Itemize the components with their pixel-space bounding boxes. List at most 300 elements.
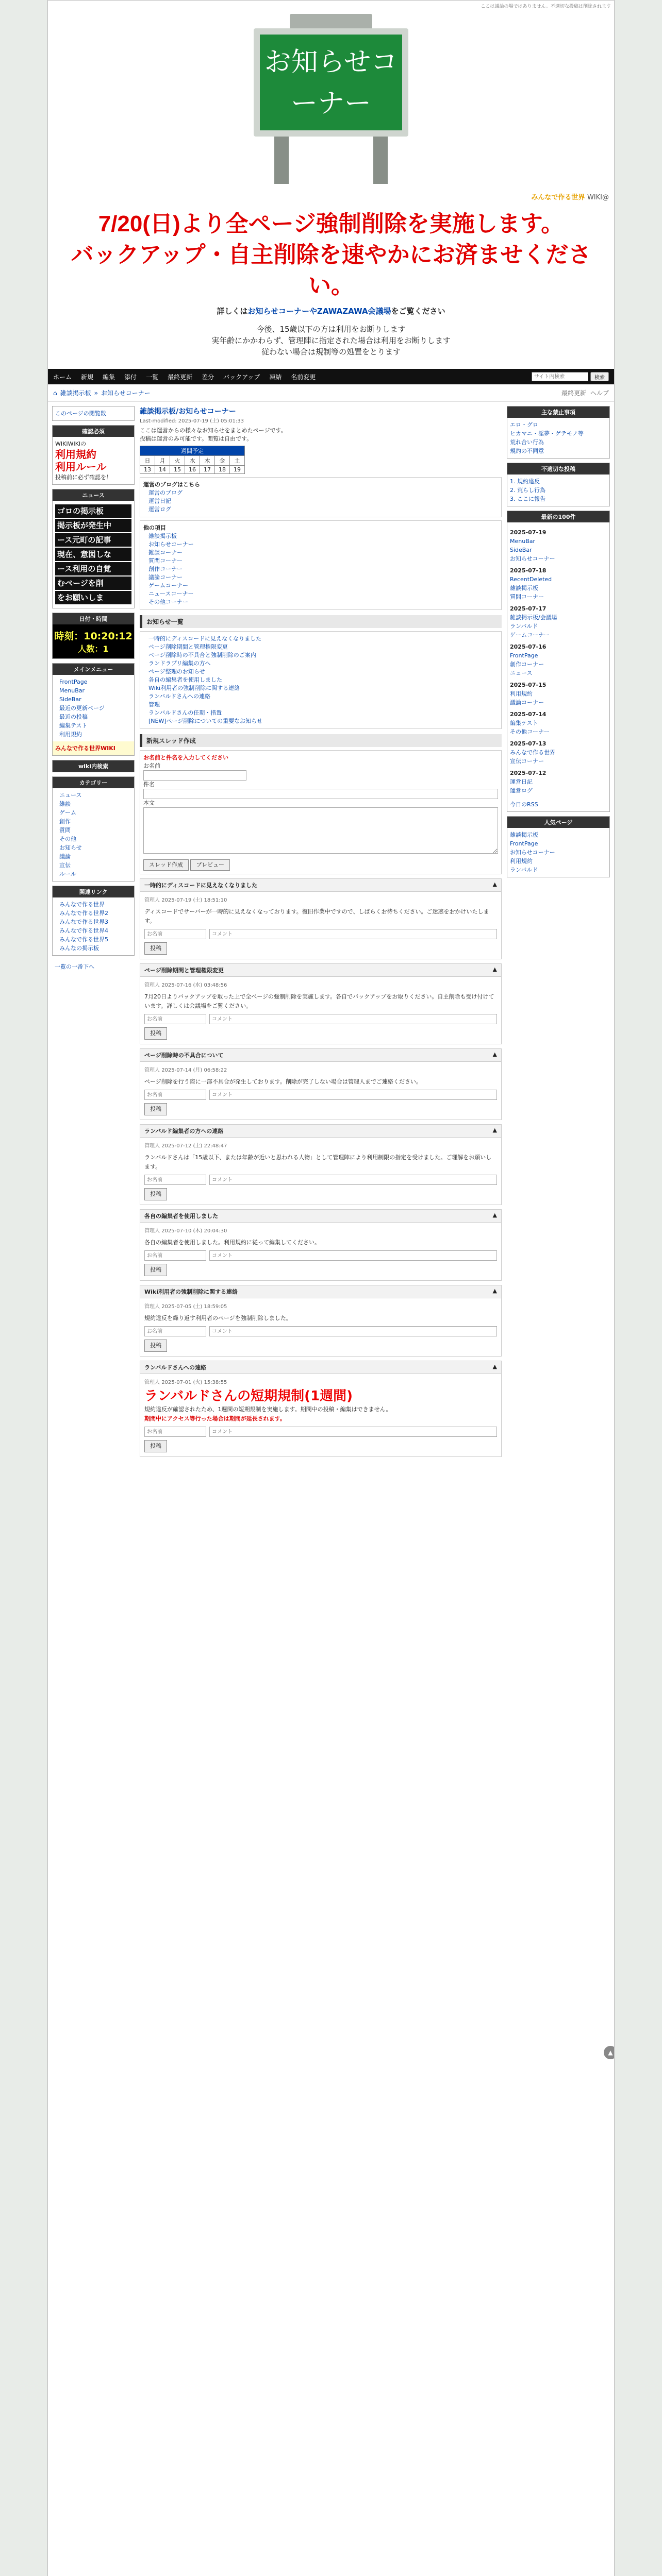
- post-meta: [144, 1227, 497, 1236]
- popular-item[interactable]: 雑談掲示板: [510, 832, 538, 838]
- recent-item[interactable]: SideBar: [510, 547, 532, 553]
- reply-name-input[interactable]: [144, 1326, 206, 1336]
- recent-item[interactable]: 利用規約: [510, 690, 533, 697]
- notice-post: [140, 1361, 502, 1457]
- recent-item[interactable]: みんなで作る世界: [510, 749, 555, 756]
- related-page-link[interactable]: ゲームコーナー: [148, 582, 188, 589]
- related-page-link[interactable]: お知らせコーナー: [148, 541, 194, 548]
- notice-link[interactable]: Wiki利用者の強制削除に関する連絡: [148, 685, 240, 691]
- collapse-icon[interactable]: ▲: [492, 1127, 497, 1133]
- post-title[interactable]: 各自の編集者を使用しました: [144, 1213, 218, 1219]
- new-thread-header: 新規スレッド作成: [140, 734, 502, 747]
- breadcrumb-home[interactable]: 雑談掲示板: [60, 389, 91, 397]
- main-content: [140, 406, 502, 1461]
- notices-list-header: お知らせ一覧: [140, 615, 502, 628]
- report-header: 不適切な投稿: [507, 463, 609, 474]
- reply-form: [144, 1427, 497, 1437]
- news-strip: むページを削: [55, 577, 131, 590]
- related-page-link[interactable]: 議論コーナー: [148, 574, 183, 581]
- banner-sub-link[interactable]: お知らせコーナーやZAWAZAWA会議場: [247, 307, 391, 316]
- scroll-top-button[interactable]: ▲: [604, 2046, 615, 2059]
- categories-header: カテゴリー: [53, 777, 134, 788]
- notice-link[interactable]: 管理: [148, 701, 160, 708]
- site-caption-main: みんなで作る世界: [531, 194, 585, 201]
- menu-attach[interactable]: 添付: [124, 373, 137, 381]
- menu-bar: [48, 369, 614, 384]
- post-text: 規約違反を繰り返す利用者のページを強制削除しました。: [144, 1315, 292, 1321]
- post-text: 各自の編集者を使用しました。利用規約に従って編集してください。: [144, 1239, 320, 1246]
- calendar-day: 土: [230, 456, 245, 466]
- news-box: [52, 489, 135, 608]
- reply-comment-input[interactable]: [209, 1326, 497, 1336]
- popular-header: 人気ページ: [507, 817, 609, 828]
- links-list: [53, 897, 134, 955]
- post-title[interactable]: ランバルド編集者の方への連絡: [144, 1128, 224, 1134]
- post-header: [140, 1361, 501, 1374]
- report-item[interactable]: 3. ここに報告: [510, 496, 545, 502]
- post-title[interactable]: ランバルドさんへの連絡: [144, 1364, 207, 1371]
- age-notice-line: 実年齢にかかわらず、管理陣に指定された場合は利用をお断りします: [211, 336, 451, 345]
- collapse-icon[interactable]: ▲: [492, 1363, 497, 1370]
- links-header: 関連リンク: [53, 886, 134, 897]
- menu-recent[interactable]: 最終更新: [168, 373, 193, 381]
- notice-link[interactable]: 一時的にディスコードに見えなくなりました: [148, 635, 262, 642]
- post-date: 2025-07-14 (月) 06:58:22: [161, 1067, 227, 1073]
- post-text: 7月20日よりバックアップを取った上で全ページの強制削除を実施します。各自でバックアップをお取りください。自主削除も受け付けています。詳しくは会議場をご覧ください。: [144, 993, 494, 1009]
- post-date: 2025-07-16 (水) 03:48:56: [161, 982, 227, 988]
- popular-list: [507, 828, 609, 877]
- main-menu-item[interactable]: 編集テスト: [59, 722, 88, 729]
- category-item[interactable]: ニュース: [59, 792, 82, 799]
- reply-name-input[interactable]: [144, 929, 206, 939]
- site-caption[interactable]: [531, 192, 609, 201]
- related-pages-header: 他の項目: [143, 524, 166, 531]
- reply-form: [144, 1014, 497, 1024]
- age-notice-line: 従わない場合は規制等の処置をとります: [261, 347, 401, 357]
- recent-item[interactable]: 雑談掲示板: [510, 585, 538, 591]
- news-strip: ース利用の自覚: [55, 562, 131, 575]
- clock-display: [53, 624, 134, 658]
- notice-post: [140, 1209, 502, 1281]
- news-body: [53, 501, 134, 608]
- recent-item[interactable]: 雑談掲示板/会議場: [510, 614, 557, 621]
- notice-post: [140, 963, 502, 1044]
- deletion-banner: [48, 207, 614, 363]
- collapse-icon[interactable]: ▲: [492, 1212, 497, 1218]
- notice-link[interactable]: ページ整理のお知らせ: [148, 668, 205, 675]
- hero: [48, 1, 614, 207]
- calendar-date[interactable]: 16: [185, 466, 200, 474]
- recent-date: 2025-07-19: [510, 529, 547, 536]
- reply-name-input[interactable]: [144, 1250, 206, 1261]
- reply-comment-input[interactable]: [209, 929, 497, 939]
- category-item[interactable]: 議論: [59, 853, 71, 860]
- post-meta: [144, 1302, 497, 1312]
- report-item[interactable]: 1. 規約違反: [510, 478, 540, 485]
- post-text: 規約違反が確認されたため、1週間の短期規制を実施します。期間中の投稿・編集はできません。: [144, 1406, 392, 1413]
- search-button[interactable]: 検索: [590, 372, 609, 381]
- search-input[interactable]: [532, 372, 588, 381]
- menu-freeze[interactable]: 凍結: [269, 373, 282, 381]
- recent-item[interactable]: 創作コーナー: [510, 661, 544, 668]
- weekly-calendar: [140, 446, 245, 474]
- post-header: [140, 1285, 501, 1298]
- recent-item[interactable]: 議論コーナー: [510, 699, 544, 706]
- related-link[interactable]: みんなで作る世界: [59, 901, 105, 908]
- collapse-icon[interactable]: ▲: [492, 1287, 497, 1294]
- recent-item[interactable]: 編集テスト: [510, 720, 538, 726]
- related-link[interactable]: みんなで作る世界4: [59, 927, 108, 934]
- main-menu-item[interactable]: MenuBar: [59, 687, 85, 694]
- reply-submit-button[interactable]: 投稿: [144, 1188, 167, 1200]
- notice-link[interactable]: ランドラプリ編集の方へ: [148, 660, 211, 667]
- banned-rule: ヒカマニ・淫夢・ゲテモノ等: [510, 430, 584, 437]
- post-author: 管理人: [144, 1067, 160, 1073]
- recent-item[interactable]: 運営日記: [510, 778, 533, 785]
- category-item[interactable]: 創作: [59, 818, 71, 825]
- content-columns: [48, 402, 614, 1465]
- blog-nav-item[interactable]: 運営のブログ: [148, 489, 183, 496]
- recent-date: 2025-07-14: [510, 711, 547, 718]
- post-header: [140, 1049, 501, 1062]
- recent-box: [507, 511, 610, 812]
- recent-item[interactable]: MenuBar: [510, 538, 536, 545]
- recent-item[interactable]: 質問コーナー: [510, 594, 544, 600]
- post-body: [140, 1374, 501, 1456]
- notice-link[interactable]: ページ削除時の不具合と強制削除のご案内: [148, 652, 256, 658]
- recent-list: [507, 522, 609, 798]
- collapse-icon[interactable]: ▲: [492, 966, 497, 973]
- related-link[interactable]: みんなで作る世界3: [59, 919, 108, 925]
- banned-rules-header: 主な禁止事項: [507, 406, 609, 418]
- required-note: 投稿前に必ず確認を！: [55, 474, 112, 481]
- form-name-label: お名前: [143, 762, 160, 769]
- ban-note: 期間中にアクセス等行った場合は期間が延長されます。: [144, 1415, 286, 1422]
- post-header: [140, 1125, 501, 1138]
- news-strip: 掲示板が発生中: [55, 519, 131, 532]
- terms-link[interactable]: 利用規約: [55, 448, 96, 461]
- post-header: [140, 879, 501, 892]
- banned-rule: 荒れ合い行為: [510, 439, 544, 446]
- related-link[interactable]: みんなで作る世界5: [59, 936, 108, 943]
- sign-leg-right: [373, 137, 388, 184]
- recent-item[interactable]: FrontPage: [510, 652, 538, 659]
- recent-item[interactable]: ニュース: [510, 670, 533, 676]
- breadcrumb-sep: »: [94, 389, 98, 397]
- sign-leg-left: [274, 137, 289, 184]
- calendar-date[interactable]: 15: [170, 466, 185, 474]
- post-title[interactable]: 一時的にディスコードに見えなくなりました: [144, 882, 258, 889]
- banner-sub-pre: 詳しくは: [217, 307, 248, 316]
- reply-form: [144, 1250, 497, 1261]
- post-meta: [144, 1378, 497, 1387]
- calendar-day: 月: [155, 456, 170, 466]
- age-notice-line: 今後、15歳以下の方は利用をお断りします: [256, 325, 406, 334]
- post-body: [140, 1298, 501, 1356]
- category-item[interactable]: ルール: [59, 871, 76, 877]
- calendar-day: 日: [140, 456, 155, 466]
- reply-name-input[interactable]: [144, 1427, 206, 1437]
- category-item[interactable]: 質問: [59, 827, 71, 834]
- notice-link[interactable]: 各自の編集者を使用しました: [148, 676, 222, 683]
- calendar-date[interactable]: 17: [200, 466, 215, 474]
- banned-rule: 規約の不同意: [510, 448, 544, 454]
- collapse-icon[interactable]: ▲: [492, 881, 497, 888]
- menu-home[interactable]: ホーム: [53, 373, 72, 381]
- post-meta: [144, 1142, 497, 1151]
- recent-date: 2025-07-12: [510, 770, 547, 776]
- recent-item[interactable]: 運営ログ: [510, 787, 533, 794]
- related-page-link[interactable]: 創作コーナー: [148, 566, 183, 572]
- sign-top: [290, 14, 372, 29]
- related-link[interactable]: みんなの掲示板: [59, 945, 99, 952]
- news-header: ニュース: [53, 489, 134, 501]
- reply-form: [144, 929, 497, 939]
- related-page-link[interactable]: その他コーナー: [148, 599, 188, 605]
- menu-diff[interactable]: 差分: [202, 373, 214, 381]
- calendar-date[interactable]: 18: [215, 466, 230, 474]
- required-body: [53, 437, 134, 484]
- recent-item[interactable]: ランバルド: [510, 623, 538, 630]
- post-meta: [144, 1066, 497, 1075]
- post-text: ディスコードでサーバーが一時的に見えなくなっております。復旧作業中ですので、しばらくお待ちください。ご迷惑をおかけいたします。: [144, 908, 489, 924]
- reply-submit-button[interactable]: 投稿: [144, 1027, 167, 1040]
- top-note: ここは議論の場ではありません。不適切な投稿は削除されます: [481, 4, 611, 9]
- recent-item[interactable]: その他コーナー: [510, 728, 550, 735]
- category-item[interactable]: お知らせ: [59, 844, 82, 851]
- reply-comment-input[interactable]: [209, 1014, 497, 1024]
- clock-box: [52, 613, 135, 659]
- create-thread-button[interactable]: スレッド作成: [143, 859, 189, 871]
- right-sidebar: [507, 406, 610, 1461]
- post-text: ランバルドさんは「15歳以下、または年齢が近いと思われる人物」として管理陣により利用制限の指定を受けました。ご理解をお願いします。: [144, 1154, 492, 1170]
- reply-submit-button[interactable]: 投稿: [144, 942, 167, 955]
- reply-submit-button[interactable]: 投稿: [144, 1440, 167, 1452]
- recent-item[interactable]: お知らせコーナー: [510, 555, 555, 562]
- main-menu-item[interactable]: 最近の更新ページ: [59, 705, 105, 711]
- popular-item[interactable]: 利用規約: [510, 858, 533, 865]
- category-item[interactable]: ゲーム: [59, 809, 76, 816]
- tool-help[interactable]: ヘルプ: [590, 389, 609, 397]
- notice-link[interactable]: ランバルドさんの任期・措置: [148, 709, 222, 716]
- calendar-day: 木: [200, 456, 215, 466]
- post-title[interactable]: ページ削除時の不具合について: [144, 1052, 224, 1059]
- post-date: 2025-07-05 (土) 18:59:05: [161, 1304, 227, 1310]
- post-author: 管理人: [144, 1380, 160, 1385]
- recent-date: 2025-07-13: [510, 740, 547, 747]
- page-views-link[interactable]: このページの閲覧数: [55, 410, 106, 417]
- page-views-box: [52, 406, 135, 421]
- wiki-search-box: [52, 760, 135, 772]
- report-box: [507, 463, 610, 506]
- report-item[interactable]: 2. 荒らし行為: [510, 487, 545, 494]
- post-date: 2025-07-10 (木) 20:04:30: [161, 1228, 227, 1234]
- post-text: ページ削除を行う際に一部不具合が発生しております。削除が完了しない場合は管理人までご連絡ください。: [144, 1078, 422, 1085]
- popular-item[interactable]: お知らせコーナー: [510, 849, 555, 856]
- related-pages: [140, 520, 502, 610]
- banner-line-1: 7/20(日)より全ページ強制削除を実施します。: [98, 211, 564, 236]
- site-search: [532, 372, 609, 381]
- related-link[interactable]: みんなで作る世界2: [59, 910, 108, 917]
- reply-name-input[interactable]: [144, 1014, 206, 1024]
- breadcrumb-tools: [561, 388, 609, 397]
- categories-list: [53, 788, 134, 881]
- notice-link[interactable]: [NEW]ページ削除についての重要なお知らせ: [148, 718, 262, 724]
- post-title[interactable]: Wiki利用者の強制削除に関する連絡: [144, 1289, 238, 1295]
- menu-rename[interactable]: 名前変更: [291, 373, 316, 381]
- left-sidebar: [52, 406, 135, 1461]
- page-title: 雑談掲示板/お知らせコーナー: [140, 408, 236, 416]
- main-menu-item[interactable]: SideBar: [59, 696, 81, 703]
- reply-comment-input[interactable]: [209, 1175, 497, 1185]
- recent-item[interactable]: 宣伝コーナー: [510, 758, 544, 765]
- recent-item[interactable]: RecentDeleted: [510, 576, 552, 583]
- notices-list: [140, 631, 502, 729]
- main-menu-item[interactable]: 最近の投稿: [59, 714, 88, 720]
- reply-name-input[interactable]: [144, 1090, 206, 1100]
- post-title[interactable]: ページ削除期間と管理権限変更: [144, 967, 224, 974]
- new-thread-form: [140, 750, 502, 874]
- post-header: [140, 1210, 501, 1223]
- post-author: 管理人: [144, 897, 160, 903]
- main-menu-list: [53, 675, 134, 741]
- banned-rules-box: [507, 406, 610, 459]
- post-author: 管理人: [144, 1228, 160, 1234]
- reply-form: [144, 1326, 497, 1336]
- category-item[interactable]: その他: [59, 836, 76, 842]
- reply-form: [144, 1090, 497, 1100]
- thread-name-input[interactable]: [143, 770, 246, 781]
- post-date: 2025-07-19 (土) 18:51:10: [161, 897, 227, 903]
- category-item[interactable]: 雑談: [59, 801, 71, 807]
- news-strip: 現在、意図しな: [55, 548, 131, 561]
- reply-comment-input[interactable]: [209, 1250, 497, 1261]
- recent-date: 2025-07-18: [510, 567, 547, 574]
- notice-link[interactable]: ページ削除期間と管理権限変更: [148, 643, 228, 650]
- rules-link[interactable]: 利用ルール: [55, 461, 107, 473]
- breadcrumb: [48, 384, 614, 402]
- thread-subject-input[interactable]: [143, 789, 498, 799]
- notice-link[interactable]: ランバルドさんへの連絡: [148, 693, 211, 700]
- breadcrumb-current[interactable]: お知らせコーナー: [101, 389, 151, 397]
- post-author: 管理人: [144, 1143, 160, 1149]
- reply-comment-input[interactable]: [209, 1427, 497, 1437]
- recent-item[interactable]: ゲームコーナー: [510, 632, 550, 638]
- menu-list[interactable]: 一覧: [146, 373, 159, 381]
- form-subject-label: 件名: [143, 781, 155, 788]
- banned-rules-list: [507, 418, 609, 458]
- blog-nav-header: 運営のブログはこちら: [143, 481, 200, 488]
- notice-post: [140, 878, 502, 959]
- main-menu-item[interactable]: FrontPage: [59, 679, 88, 685]
- notice-post: [140, 1124, 502, 1205]
- thread-body-textarea[interactable]: [143, 807, 498, 854]
- menu-new[interactable]: 新規: [81, 373, 94, 381]
- main-menu-box: [52, 663, 135, 756]
- preview-button[interactable]: プレビュー: [190, 859, 230, 871]
- reply-comment-input[interactable]: [209, 1090, 497, 1100]
- popular-box: [507, 816, 610, 877]
- blog-nav-item[interactable]: 運営日記: [148, 498, 171, 504]
- calendar-day: 水: [185, 456, 200, 466]
- post-author: 管理人: [144, 982, 160, 988]
- post-date: 2025-07-12 (土) 22:48:47: [161, 1143, 227, 1149]
- category-item[interactable]: 宣伝: [59, 862, 71, 869]
- recent-date: 2025-07-17: [510, 605, 547, 612]
- notice-post: [140, 1285, 502, 1357]
- new-thread-note: お名前と件名を入力してください: [143, 754, 228, 761]
- related-page-link[interactable]: 雑談コーナー: [148, 549, 183, 556]
- banned-rule: エロ・グロ: [510, 421, 538, 428]
- wiki-label: WIKIWIKIの: [55, 440, 87, 447]
- banner-line-2: バックアップ・自主削除を速やかにお済ませください。: [71, 242, 591, 298]
- intro-line: 投稿は運営のみ可能です。閲覧は自由です。: [140, 435, 253, 442]
- post-date: 2025-07-01 (火) 15:38:55: [161, 1380, 227, 1385]
- wiki-search-header: wiki内検索: [53, 760, 134, 772]
- post-meta: [144, 981, 497, 990]
- reply-name-input[interactable]: [144, 1175, 206, 1185]
- recent-header: 最新の100件: [507, 511, 609, 522]
- news-strip: ゴロの掲示板: [55, 504, 131, 518]
- calendar-header: 週間予定: [140, 446, 245, 456]
- tool-recent[interactable]: 最終更新: [561, 389, 586, 397]
- rss-link[interactable]: 今日のRSS: [510, 801, 538, 808]
- calendar-day: 金: [215, 456, 230, 466]
- calendar-date[interactable]: 13: [140, 466, 155, 474]
- calendar-date[interactable]: 14: [155, 466, 170, 474]
- categories-box: [52, 776, 135, 882]
- banner-sub: [53, 306, 609, 316]
- popular-item[interactable]: FrontPage: [510, 840, 538, 847]
- popular-item[interactable]: ランバルド: [510, 867, 538, 873]
- related-page-link[interactable]: ニュースコーナー: [148, 590, 194, 597]
- post-body: [140, 977, 501, 1044]
- page: [47, 0, 615, 2576]
- report-list: [507, 474, 609, 506]
- collapse-icon[interactable]: ▲: [492, 1051, 497, 1058]
- age-notice: [53, 324, 609, 358]
- home-icon: ⌂: [53, 389, 57, 397]
- main-menu-item[interactable]: 利用規約: [59, 731, 82, 738]
- news-strip: をお願いしま: [55, 591, 131, 604]
- news-strip: ース元町の記事: [55, 533, 131, 547]
- reply-submit-button[interactable]: 投稿: [144, 1264, 167, 1276]
- reply-form: [144, 1175, 497, 1185]
- menu-edit[interactable]: 編集: [103, 373, 115, 381]
- site-caption-sub: WIKI@: [587, 194, 609, 201]
- reply-submit-button[interactable]: 投稿: [144, 1103, 167, 1115]
- scroll-bottom-link[interactable]: 一覧の一番下へ: [55, 963, 94, 970]
- recent-date: 2025-07-15: [510, 682, 547, 688]
- banner-sub-post: をご覧ください: [391, 307, 445, 316]
- reply-submit-button[interactable]: 投稿: [144, 1340, 167, 1352]
- clock-people: 人数：1: [78, 644, 109, 654]
- menu-backup[interactable]: バックアップ: [223, 373, 260, 381]
- post-body: [140, 1062, 501, 1120]
- related-page-link[interactable]: 雑談掲示板: [148, 533, 177, 539]
- clock-header: 日付・時間: [53, 613, 134, 624]
- blog-nav-item[interactable]: 運営ログ: [148, 506, 171, 513]
- calendar-day: 火: [170, 456, 185, 466]
- last-modified: Last-modified: 2025-07-19 (土) 05:01:33: [140, 418, 244, 424]
- rules-note: みんなで作る世界WIKI: [53, 741, 134, 755]
- post-body: [140, 1138, 501, 1205]
- related-page-link[interactable]: 質問コーナー: [148, 557, 183, 564]
- notice-board-sign: [254, 14, 408, 184]
- notice-post: [140, 1048, 502, 1120]
- calendar-date[interactable]: 19: [230, 466, 245, 474]
- main-menu-header: メインメニュー: [53, 664, 134, 675]
